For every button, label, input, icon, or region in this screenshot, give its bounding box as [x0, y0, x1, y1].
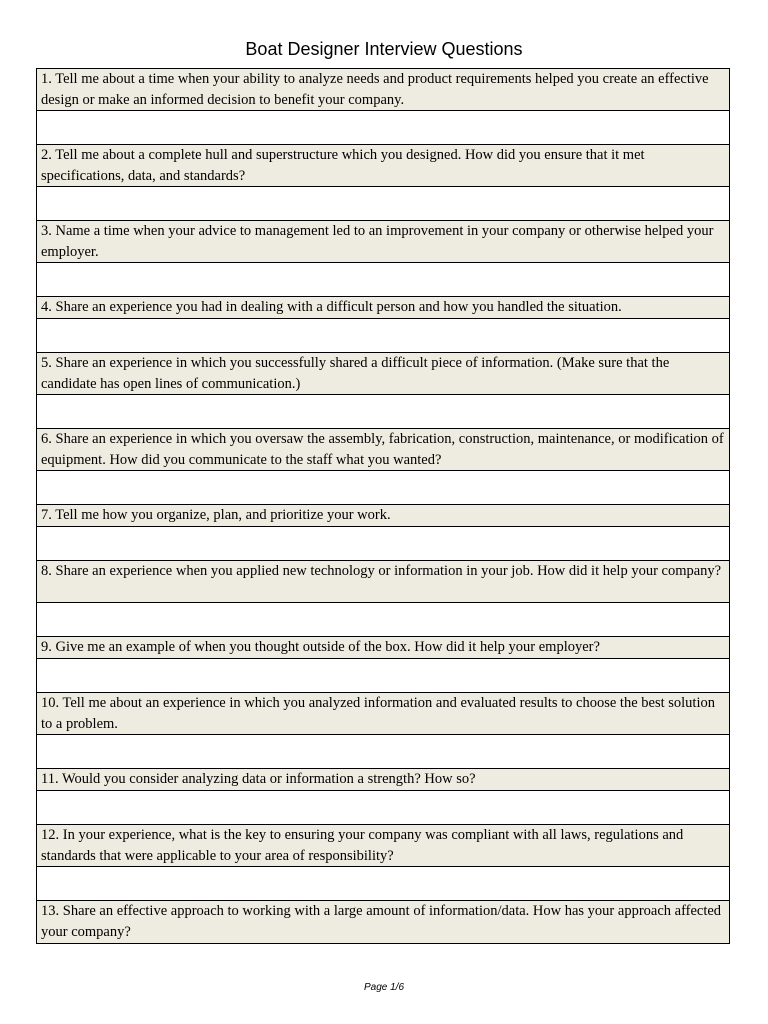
question-10: 10. Tell me about an experience in which you analyzed information and evaluated results to choose the best solution to a problem.	[37, 693, 729, 735]
answer-field-9[interactable]	[37, 659, 729, 693]
question-6: 6. Share an experience in which you oversaw the assembly, fabrication, construction, maintenance, or modification of equipment. How did you communicate to the staff what you wanted?	[37, 429, 729, 471]
question-8: 8. Share an experience when you applied new technology or information in your job. How did it help your company?	[37, 561, 729, 603]
page-number: Page 1/6	[363, 982, 405, 993]
answer-field-4[interactable]	[37, 319, 729, 353]
question-11: 11. Would you consider analyzing data or information a strength? How so?	[37, 769, 729, 791]
question-5: 5. Share an experience in which you successfully shared a difficult piece of information. (Make sure that the candidate has open lines of communication.)	[37, 353, 729, 395]
answer-field-12[interactable]	[37, 867, 729, 901]
answer-field-2[interactable]	[37, 187, 729, 221]
question-13: 13. Share an effective approach to working with a large amount of information/data. How has your approach affected your company?	[37, 901, 729, 943]
answer-field-10[interactable]	[37, 735, 729, 769]
question-1: 1. Tell me about a time when your ability to analyze needs and product requirements helped you create an effective design or make an informed decision to benefit your company.	[37, 69, 729, 111]
question-3: 3. Name a time when your advice to management led to an improvement in your company or otherwise helped your employer.	[37, 221, 729, 263]
question-9: 9. Give me an example of when you thought outside of the box. How did it help your employer?	[37, 637, 729, 659]
question-table	[36, 68, 730, 944]
question-12: 12. In your experience, what is the key to ensuring your company was compliant with all laws, regulations and standards that were applicable to your area of responsibility?	[37, 825, 729, 867]
answer-field-3[interactable]	[37, 263, 729, 297]
answer-field-5[interactable]	[37, 395, 729, 429]
answer-field-8[interactable]	[37, 603, 729, 637]
answer-field-11[interactable]	[37, 791, 729, 825]
question-2: 2. Tell me about a complete hull and superstructure which you designed. How did you ensure that it met specifications, data, and standards?	[37, 145, 729, 187]
question-7: 7. Tell me how you organize, plan, and prioritize your work.	[37, 505, 729, 527]
question-4: 4. Share an experience you had in dealing with a difficult person and how you handled the situation.	[37, 297, 729, 319]
answer-field-1[interactable]	[37, 111, 729, 145]
answer-field-7[interactable]	[37, 527, 729, 561]
page-title: Boat Designer Interview Questions	[245, 39, 523, 59]
answer-field-6[interactable]	[37, 471, 729, 505]
